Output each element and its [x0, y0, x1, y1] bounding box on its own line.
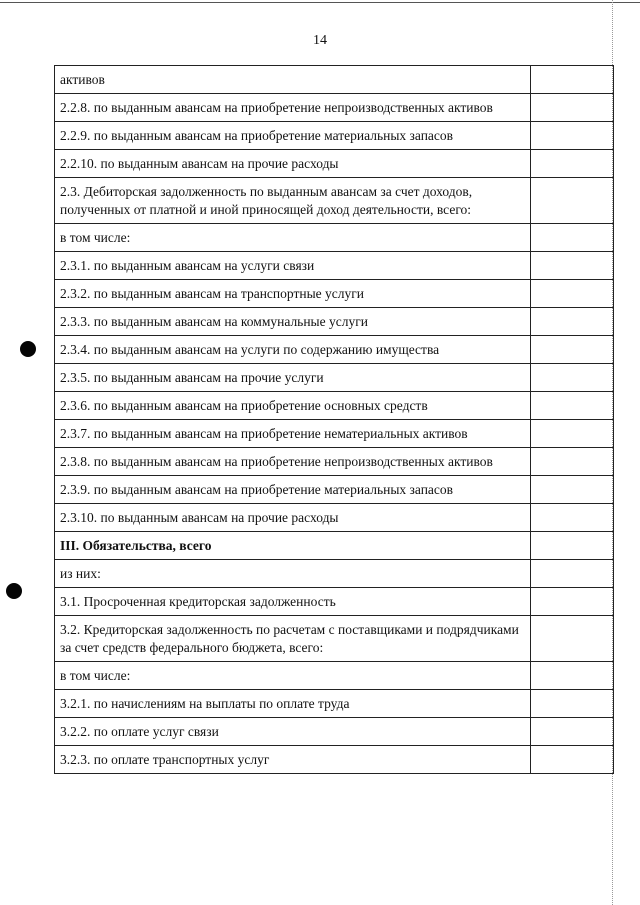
row-value-cell — [531, 588, 614, 616]
row-value-cell — [531, 280, 614, 308]
table-row — [55, 588, 614, 616]
table-row — [55, 178, 614, 224]
row-label: 2.3.10. по выданным авансам на прочие расходы — [55, 504, 531, 532]
row-label: 3.2. Кредиторская задолженность по расчетам с поставщиками и подрядчиками за счет средств федерального бюджета, всего: — [55, 616, 531, 662]
row-value-cell — [531, 420, 614, 448]
row-value-cell — [531, 662, 614, 690]
row-value-cell — [531, 448, 614, 476]
table-row — [55, 308, 614, 336]
table-row — [55, 66, 614, 94]
row-label: в том числе: — [55, 662, 531, 690]
row-value-cell — [531, 476, 614, 504]
table-row — [55, 150, 614, 178]
table-row — [55, 122, 614, 150]
table-row — [55, 94, 614, 122]
row-value-cell — [531, 122, 614, 150]
row-label: 2.2.8. по выданным авансам на приобретение непроизводственных активов — [55, 94, 531, 122]
row-label: 2.3.3. по выданным авансам на коммунальные услуги — [55, 308, 531, 336]
row-value-cell — [531, 746, 614, 774]
punch-hole-mark-bottom — [6, 583, 22, 599]
row-label: 2.3.7. по выданным авансам на приобретение нематериальных активов — [55, 420, 531, 448]
row-label: 2.3.8. по выданным авансам на приобретение непроизводственных активов — [55, 448, 531, 476]
row-label: 2.3.1. по выданным авансам на услуги связи — [55, 252, 531, 280]
report-table — [54, 65, 614, 774]
row-value-cell — [531, 150, 614, 178]
table-row — [55, 662, 614, 690]
row-label: 2.3.4. по выданным авансам на услуги по содержанию имущества — [55, 336, 531, 364]
row-label: 3.2.2. по оплате услуг связи — [55, 718, 531, 746]
row-value-cell — [531, 532, 614, 560]
row-value-cell — [531, 252, 614, 280]
row-value-cell — [531, 560, 614, 588]
row-label: 3.1. Просроченная кредиторская задолженность — [55, 588, 531, 616]
table-row — [55, 420, 614, 448]
row-value-cell — [531, 66, 614, 94]
table-row — [55, 392, 614, 420]
table-row — [55, 690, 614, 718]
table-row — [55, 252, 614, 280]
row-value-cell — [531, 718, 614, 746]
row-label: 2.3.6. по выданным авансам на приобретение основных средств — [55, 392, 531, 420]
table-row — [55, 280, 614, 308]
row-value-cell — [531, 224, 614, 252]
row-label: 2.2.9. по выданным авансам на приобретение материальных запасов — [55, 122, 531, 150]
row-value-cell — [531, 364, 614, 392]
table-row — [55, 504, 614, 532]
row-label: в том числе: — [55, 224, 531, 252]
row-value-cell — [531, 94, 614, 122]
row-label: из них: — [55, 560, 531, 588]
table-row — [55, 364, 614, 392]
punch-hole-mark-top — [20, 341, 36, 357]
row-value-cell — [531, 336, 614, 364]
page-top-edge-line — [0, 2, 640, 3]
table-row — [55, 532, 614, 560]
table-row — [55, 448, 614, 476]
row-label: активов — [55, 66, 531, 94]
table-row — [55, 616, 614, 662]
row-value-cell — [531, 392, 614, 420]
row-label: 3.2.3. по оплате транспортных услуг — [55, 746, 531, 774]
row-value-cell — [531, 690, 614, 718]
table-row — [55, 336, 614, 364]
row-label: 2.3.9. по выданным авансам на приобретение материальных запасов — [55, 476, 531, 504]
table-row — [55, 476, 614, 504]
row-value-cell — [531, 616, 614, 662]
report-table-body — [55, 66, 614, 774]
row-value-cell — [531, 504, 614, 532]
row-value-cell — [531, 308, 614, 336]
row-label: 3.2.1. по начислениям на выплаты по оплате труда — [55, 690, 531, 718]
table-row — [55, 746, 614, 774]
row-label: 2.3.5. по выданным авансам на прочие услуги — [55, 364, 531, 392]
page-number: 14 — [313, 33, 327, 48]
row-label: 2.3.2. по выданным авансам на транспортные услуги — [55, 280, 531, 308]
row-label: 2.2.10. по выданным авансам на прочие расходы — [55, 150, 531, 178]
row-label: III. Обязательства, всего — [55, 532, 531, 560]
row-value-cell — [531, 178, 614, 224]
table-row — [55, 224, 614, 252]
table-row — [55, 560, 614, 588]
table-row — [55, 718, 614, 746]
row-label: 2.3. Дебиторская задолженность по выданным авансам за счет доходов, полученных от платной и иной приносящей доход деятельности, всего: — [55, 178, 531, 224]
